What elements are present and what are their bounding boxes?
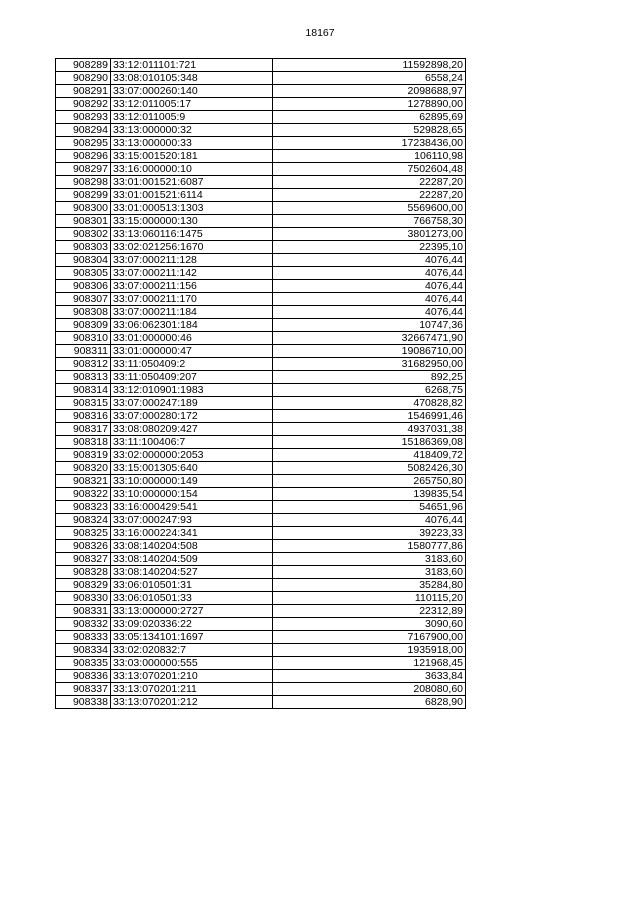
- table-row: [56, 527, 466, 540]
- row-number-cell: 908321: [56, 475, 111, 488]
- table-row: [56, 254, 466, 267]
- value-cell: 110115,20: [273, 592, 466, 605]
- table-row: [56, 345, 466, 358]
- cadastral-number-cell: 33:08:140204:509: [111, 553, 273, 566]
- cadastral-number-cell: 33:01:001521:6087: [111, 176, 273, 189]
- row-number-cell: 908322: [56, 488, 111, 501]
- cadastral-number-cell: 33:13:000000:2727: [111, 605, 273, 618]
- row-number-cell: 908332: [56, 618, 111, 631]
- table-row: [56, 163, 466, 176]
- row-number-cell: 908304: [56, 254, 111, 267]
- value-cell: 6828,90: [273, 696, 466, 709]
- value-cell: 3183,60: [273, 553, 466, 566]
- value-cell: 4076,44: [273, 267, 466, 280]
- row-number-cell: 908318: [56, 436, 111, 449]
- row-number-cell: 908291: [56, 85, 111, 98]
- value-cell: 6558,24: [273, 72, 466, 85]
- value-cell: 106110,98: [273, 150, 466, 163]
- value-cell: 3183,60: [273, 566, 466, 579]
- data-table: [55, 58, 466, 709]
- row-number-cell: 908336: [56, 670, 111, 683]
- table-row: [56, 397, 466, 410]
- table-row: [56, 72, 466, 85]
- cadastral-number-cell: 33:08:010105:348: [111, 72, 273, 85]
- cadastral-number-cell: 33:10:000000:154: [111, 488, 273, 501]
- table-row: [56, 228, 466, 241]
- cadastral-number-cell: 33:13:070201:212: [111, 696, 273, 709]
- cadastral-number-cell: 33:15:000000:130: [111, 215, 273, 228]
- value-cell: 15186369,08: [273, 436, 466, 449]
- value-cell: 5082426,30: [273, 462, 466, 475]
- row-number-cell: 908296: [56, 150, 111, 163]
- cadastral-number-cell: 33:13:060116:1475: [111, 228, 273, 241]
- table-row: [56, 280, 466, 293]
- row-number-cell: 908302: [56, 228, 111, 241]
- cadastral-number-cell: 33:13:070201:211: [111, 683, 273, 696]
- row-number-cell: 908295: [56, 137, 111, 150]
- row-number-cell: 908313: [56, 371, 111, 384]
- table-row: [56, 436, 466, 449]
- row-number-cell: 908338: [56, 696, 111, 709]
- table-row: [56, 605, 466, 618]
- table-row: [56, 59, 466, 72]
- table-row: [56, 462, 466, 475]
- cadastral-number-cell: 33:16:000224:341: [111, 527, 273, 540]
- table-row: [56, 384, 466, 397]
- table-row: [56, 683, 466, 696]
- row-number-cell: 908331: [56, 605, 111, 618]
- row-number-cell: 908312: [56, 358, 111, 371]
- cadastral-number-cell: 33:08:140204:508: [111, 540, 273, 553]
- value-cell: 470828,82: [273, 397, 466, 410]
- value-cell: 208080,60: [273, 683, 466, 696]
- cadastral-number-cell: 33:15:001520:181: [111, 150, 273, 163]
- value-cell: 1278890,00: [273, 98, 466, 111]
- value-cell: 4937031,38: [273, 423, 466, 436]
- row-number-cell: 908294: [56, 124, 111, 137]
- row-number-cell: 908301: [56, 215, 111, 228]
- cadastral-number-cell: 33:07:000211:156: [111, 280, 273, 293]
- table-row: [56, 241, 466, 254]
- table-row: [56, 176, 466, 189]
- row-number-cell: 908315: [56, 397, 111, 410]
- value-cell: 19086710,00: [273, 345, 466, 358]
- value-cell: 35284,80: [273, 579, 466, 592]
- row-number-cell: 908310: [56, 332, 111, 345]
- table-row: [56, 514, 466, 527]
- page-number: 18167: [305, 27, 335, 39]
- row-number-cell: 908317: [56, 423, 111, 436]
- table-row: [56, 332, 466, 345]
- value-cell: 3633,84: [273, 670, 466, 683]
- row-number-cell: 908300: [56, 202, 111, 215]
- value-cell: 62895,69: [273, 111, 466, 124]
- value-cell: 139835,54: [273, 488, 466, 501]
- cadastral-number-cell: 33:11:050409:2: [111, 358, 273, 371]
- cadastral-number-cell: 33:07:000211:128: [111, 254, 273, 267]
- cadastral-number-cell: 33:07:000211:170: [111, 293, 273, 306]
- cadastral-number-cell: 33:12:011005:9: [111, 111, 273, 124]
- value-cell: 7167900,00: [273, 631, 466, 644]
- value-cell: 1935918,00: [273, 644, 466, 657]
- table-row: [56, 696, 466, 709]
- value-cell: 4076,44: [273, 306, 466, 319]
- row-number-cell: 908337: [56, 683, 111, 696]
- table-row: [56, 579, 466, 592]
- table-row: [56, 202, 466, 215]
- row-number-cell: 908292: [56, 98, 111, 111]
- value-cell: 54651,96: [273, 501, 466, 514]
- value-cell: 22395,10: [273, 241, 466, 254]
- value-cell: 17238436,00: [273, 137, 466, 150]
- row-number-cell: 908289: [56, 59, 111, 72]
- row-number-cell: 908319: [56, 449, 111, 462]
- cadastral-number-cell: 33:07:000247:189: [111, 397, 273, 410]
- table-row: [56, 306, 466, 319]
- row-number-cell: 908327: [56, 553, 111, 566]
- cadastral-number-cell: 33:08:080209:427: [111, 423, 273, 436]
- value-cell: 22287,20: [273, 176, 466, 189]
- row-number-cell: 908303: [56, 241, 111, 254]
- cadastral-number-cell: 33:08:140204:527: [111, 566, 273, 579]
- value-cell: 529828,65: [273, 124, 466, 137]
- row-number-cell: 908324: [56, 514, 111, 527]
- row-number-cell: 908305: [56, 267, 111, 280]
- value-cell: 3801273,00: [273, 228, 466, 241]
- table-row: [56, 215, 466, 228]
- table-row: [56, 124, 466, 137]
- row-number-cell: 908335: [56, 657, 111, 670]
- table-row: [56, 501, 466, 514]
- cadastral-number-cell: 33:12:011101:721: [111, 59, 273, 72]
- row-number-cell: 908290: [56, 72, 111, 85]
- value-cell: 22287,20: [273, 189, 466, 202]
- value-cell: 4076,44: [273, 514, 466, 527]
- cadastral-number-cell: 33:15:001305:640: [111, 462, 273, 475]
- table-row: [56, 98, 466, 111]
- cadastral-number-cell: 33:07:000211:184: [111, 306, 273, 319]
- value-cell: 2098688,97: [273, 85, 466, 98]
- value-cell: 4076,44: [273, 293, 466, 306]
- table-row: [56, 423, 466, 436]
- cadastral-number-cell: 33:12:010901:1983: [111, 384, 273, 397]
- table-row: [56, 137, 466, 150]
- row-number-cell: 908306: [56, 280, 111, 293]
- value-cell: 1546991,46: [273, 410, 466, 423]
- row-number-cell: 908316: [56, 410, 111, 423]
- table-row: [56, 488, 466, 501]
- cadastral-number-cell: 33:12:011005:17: [111, 98, 273, 111]
- cadastral-number-cell: 33:07:000260:140: [111, 85, 273, 98]
- cadastral-number-cell: 33:10:000000:149: [111, 475, 273, 488]
- cadastral-number-cell: 33:01:001521:6114: [111, 189, 273, 202]
- row-number-cell: 908307: [56, 293, 111, 306]
- table-row: [56, 267, 466, 280]
- row-number-cell: 908325: [56, 527, 111, 540]
- cadastral-number-cell: 33:02:000000:2053: [111, 449, 273, 462]
- value-cell: 1580777,86: [273, 540, 466, 553]
- value-cell: 32667471,90: [273, 332, 466, 345]
- row-number-cell: 908314: [56, 384, 111, 397]
- table-row: [56, 150, 466, 163]
- row-number-cell: 908309: [56, 319, 111, 332]
- cadastral-number-cell: 33:01:000000:46: [111, 332, 273, 345]
- table-row: [56, 553, 466, 566]
- row-number-cell: 908320: [56, 462, 111, 475]
- value-cell: 7502604,48: [273, 163, 466, 176]
- cadastral-number-cell: 33:13:000000:32: [111, 124, 273, 137]
- row-number-cell: 908323: [56, 501, 111, 514]
- table-row: [56, 293, 466, 306]
- cadastral-number-cell: 33:03:000000:555: [111, 657, 273, 670]
- value-cell: 121968,45: [273, 657, 466, 670]
- value-cell: 10747,36: [273, 319, 466, 332]
- value-cell: 31682950,00: [273, 358, 466, 371]
- value-cell: 766758,30: [273, 215, 466, 228]
- cadastral-number-cell: 33:02:020832:7: [111, 644, 273, 657]
- row-number-cell: 908297: [56, 163, 111, 176]
- value-cell: 11592898,20: [273, 59, 466, 72]
- table-row: [56, 670, 466, 683]
- cadastral-number-cell: 33:06:062301:184: [111, 319, 273, 332]
- table-row: [56, 618, 466, 631]
- table-body: [56, 59, 466, 709]
- cadastral-number-cell: 33:01:000513:1303: [111, 202, 273, 215]
- table-row: [56, 657, 466, 670]
- row-number-cell: 908299: [56, 189, 111, 202]
- cadastral-number-cell: 33:11:050409:207: [111, 371, 273, 384]
- row-number-cell: 908293: [56, 111, 111, 124]
- table-row: [56, 319, 466, 332]
- value-cell: 265750,80: [273, 475, 466, 488]
- cadastral-number-cell: 33:13:070201:210: [111, 670, 273, 683]
- table-row: [56, 566, 466, 579]
- cadastral-number-cell: 33:07:000211:142: [111, 267, 273, 280]
- value-cell: 4076,44: [273, 280, 466, 293]
- cadastral-number-cell: 33:07:000247:93: [111, 514, 273, 527]
- value-cell: 3090,60: [273, 618, 466, 631]
- cadastral-number-cell: 33:09:020336:22: [111, 618, 273, 631]
- table-row: [56, 449, 466, 462]
- table-row: [56, 592, 466, 605]
- row-number-cell: 908326: [56, 540, 111, 553]
- table-row: [56, 189, 466, 202]
- value-cell: 4076,44: [273, 254, 466, 267]
- cadastral-number-cell: 33:01:000000:47: [111, 345, 273, 358]
- cadastral-number-cell: 33:07:000280:172: [111, 410, 273, 423]
- table-row: [56, 371, 466, 384]
- table-row: [56, 111, 466, 124]
- row-number-cell: 908334: [56, 644, 111, 657]
- value-cell: 892,25: [273, 371, 466, 384]
- cadastral-number-cell: 33:06:010501:33: [111, 592, 273, 605]
- row-number-cell: 908329: [56, 579, 111, 592]
- row-number-cell: 908330: [56, 592, 111, 605]
- cadastral-number-cell: 33:16:000000:10: [111, 163, 273, 176]
- value-cell: 418409,72: [273, 449, 466, 462]
- row-number-cell: 908333: [56, 631, 111, 644]
- table-row: [56, 85, 466, 98]
- cadastral-number-cell: 33:16:000429:541: [111, 501, 273, 514]
- cadastral-number-cell: 33:06:010501:31: [111, 579, 273, 592]
- row-number-cell: 908308: [56, 306, 111, 319]
- table-row: [56, 410, 466, 423]
- cadastral-number-cell: 33:13:000000:33: [111, 137, 273, 150]
- value-cell: 5569600,00: [273, 202, 466, 215]
- table-row: [56, 475, 466, 488]
- value-cell: 39223,33: [273, 527, 466, 540]
- value-cell: 6268,75: [273, 384, 466, 397]
- row-number-cell: 908328: [56, 566, 111, 579]
- cadastral-number-cell: 33:11:100406:7: [111, 436, 273, 449]
- value-cell: 22312,89: [273, 605, 466, 618]
- cadastral-number-cell: 33:02:021256:1670: [111, 241, 273, 254]
- table-row: [56, 358, 466, 371]
- table-row: [56, 631, 466, 644]
- table-row: [56, 644, 466, 657]
- row-number-cell: 908298: [56, 176, 111, 189]
- table-row: [56, 540, 466, 553]
- row-number-cell: 908311: [56, 345, 111, 358]
- cadastral-number-cell: 33:05:134101:1697: [111, 631, 273, 644]
